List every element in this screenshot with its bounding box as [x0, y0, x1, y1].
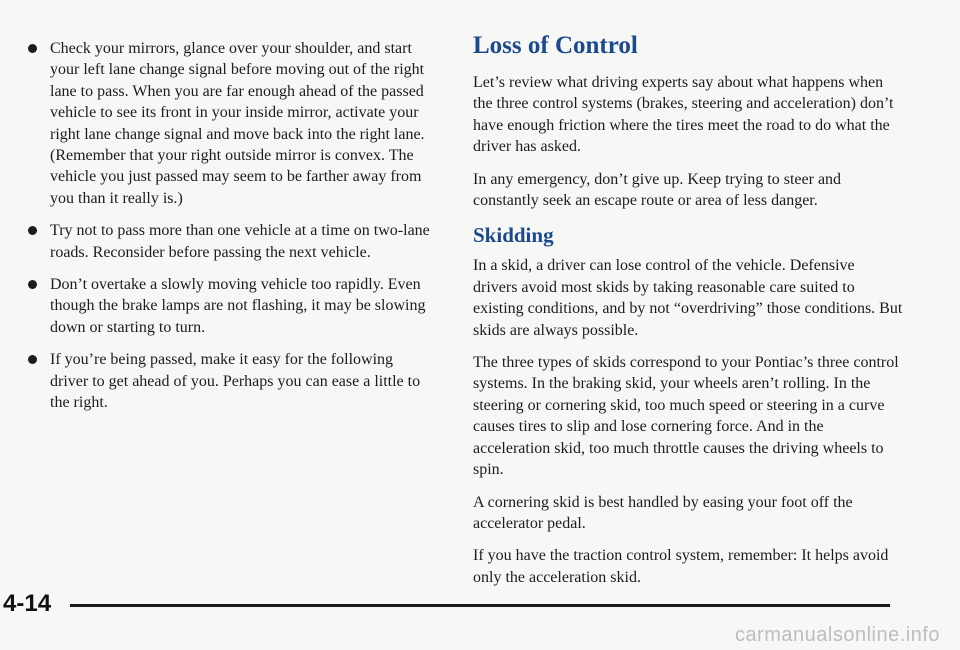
- skidding-paragraph: A cornering skid is best handled by easing your foot off the accelerator pedal.: [473, 493, 853, 532]
- bullet-item: [22, 220, 432, 263]
- bullet-icon: [28, 226, 37, 235]
- bullet-icon: [28, 355, 37, 364]
- bullet-text: Try not to pass more than one vehicle at a time on two-lane roads. Reconsider before passing the next vehicle.: [50, 222, 430, 261]
- bullet-text: If you’re being passed, make it easy for the following driver to get ahead of you. Perhaps you can ease a little to the right.: [50, 351, 421, 412]
- section-heading: Loss of Control: [473, 32, 638, 59]
- bullet-item: [22, 38, 432, 209]
- watermark-text: carmanualsonline.info: [734, 624, 940, 646]
- bullet-item: [22, 274, 432, 338]
- intro-paragraph: Let’s review what driving experts say about what happens when the three control systems (brakes, steering and acceleration) don’t have enough friction where the tires meet the road to do what the driver has asked.: [473, 74, 894, 156]
- subsection-heading: Skidding: [473, 223, 554, 248]
- right-column: [473, 32, 903, 599]
- skidding-paragraph: If you have the traction control system, remember: It helps avoid only the acceleration skid.: [473, 547, 889, 586]
- bullet-icon: [28, 44, 37, 53]
- bullet-icon: [28, 280, 37, 289]
- footer-divider: [70, 604, 890, 607]
- skidding-paragraph: In a skid, a driver can lose control of the vehicle. Defensive drivers avoid most skids by taking reasonable care suited to existing conditions, and by not “overdriving” those conditions. But skids are always possible.: [473, 257, 903, 339]
- bullet-item: [22, 349, 432, 413]
- skidding-paragraph: The three types of skids correspond to your Pontiac’s three control systems. In the braking skid, your wheels aren’t rolling. In the steering or cornering skid, too much speed or steering in a curve causes tires to slip and lose cornering force. And in the acceleration skid, too much throttle causes the driving wheels to spin.: [473, 354, 899, 479]
- bullet-text: Check your mirrors, glance over your shoulder, and start your left lane change signal before moving out of the right lane to pass. When you are far enough ahead of the passed vehicle to see its front in your inside mirror, activate your right lane change signal and move back into the right lane. (Remember that your right outside mirror is convex. The vehicle you just passed may seem to be farther away from you than it really is.): [50, 40, 425, 207]
- page-number: 4-14: [3, 590, 52, 617]
- left-column: [22, 38, 432, 425]
- intro-paragraph: In any emergency, don’t give up. Keep trying to steer and constantly seek an escape route or area of less danger.: [473, 170, 842, 210]
- bullet-text: Don’t overtake a slowly moving vehicle too rapidly. Even though the brake lamps are not flashing, it may be slowing down or starting to turn.: [50, 276, 426, 336]
